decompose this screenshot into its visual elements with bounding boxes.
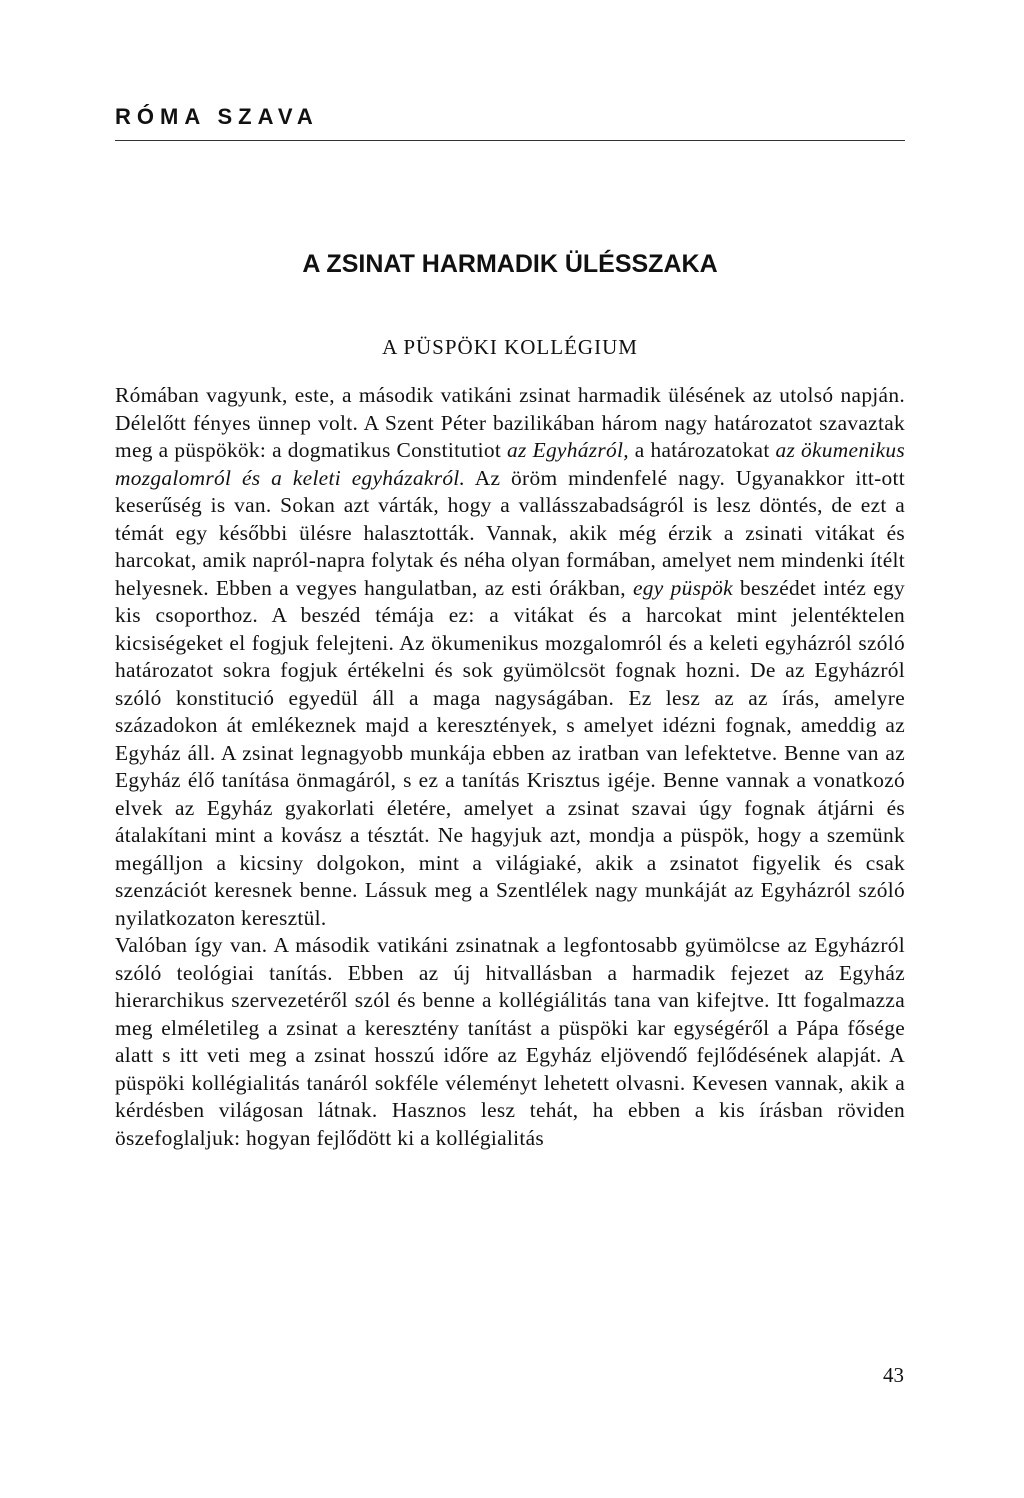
paragraph-1-text-3: Az öröm mindenfelé nagy. Ugyanakkor itt-ott keserűség is van. Sokan azt várták, hogy a vallásszabadságról is lesz döntés, de ezt a témát egy későbbi ülésre halasztották. Vannak, akik még érzik a zsinati vitákat és harcokat, amik napról-napra folytak és néha olyan formában, amelyet nem mindenki ítélt helyesnek. Ebben a vegyes hangulatban, az esti órákban,	[115, 465, 905, 600]
header-rule	[115, 140, 905, 141]
page-number: 43	[883, 1363, 904, 1387]
paragraph-2: Valóban így van. A második vatikáni zsinatnak a legfontosabb gyümölcse az Egyházról szóló teológiai tanítás. Ebben az új hitvallásban a harmadik fejezet az Egyház hierarchikus szervezetéről szól és benne a kollégiálitás tana van kifejtve. Itt fogalmazza meg elméletileg a zsinat a keresztény tanítást a püspöki kar egységéről a Pápa fősége alatt s itt veti meg a zsinat hosszú időre az Egyház eljövendő fejlődésének alapját. A püspöki kollégialitás tanáról sokféle véleményt lehetett olvasni. Kevesen vannak, akik a kérdésben világosan látnak. Hasznos lesz tehát, ha ebben a kis írásban röviden öszefoglaljuk: hogyan fejlődött ki a kollégialitás	[115, 933, 905, 1150]
paragraph-1-italic-3: egy püspök	[632, 575, 733, 600]
article-body	[115, 382, 905, 1152]
paragraph-1-italic-2: az ökumenikus mozgalomról és a keleti egyházakról.	[115, 438, 905, 490]
article-title: A ZSINAT HARMADIK ÜLÉSSZAKA	[302, 250, 718, 278]
paragraph-1-text-4: beszédet intéz egy kis csoporthoz. A beszéd témája ez: a vitákat és a harcokat mint jelentéktelen kicsiségeket el fogjuk felejteni. Az ökumenikus mozgalomról és a keleti egyházról szóló határozatot sokra fogjuk értékelni és sok gyümölcsöt fognak hozni. De az Egyházról szóló konstitució egyedül áll a maga nagyságában. Ez lesz az az írás, amelyre századokon át emlékeznek majd a keresztények, s amelyet idézni fognak, ameddig az Egyház áll. A zsinat legnagyobb munkája ebben az iratban van lefektetve. Benne van az Egyház élő tanítása önmagáról, s ez a tanítás Krisztus igéje. Benne vannak a vonatkozó elvek az Egyház gyakorlati életére, amelyet a zsinat szavai úgy fognak átjárni és átalakítani mint a kovász a tésztát. Ne hagyjuk azt, mondja a püspök, hogy a szemünk megálljon a kicsiny dolgokon, mint a világiaké, akik a zsinatot figyelik és csak szenzációt keresnek benne. Lássuk meg a Szentlélek nagy munkáját az Egyházról szóló nyilatkozaton keresztül.	[115, 575, 905, 930]
paragraph-1-text-1: Rómában vagyunk, este, a második vatikáni zsinat harmadik ülésének az utolsó napján. Délelőtt fényes ünnep volt. A Szent Péter bazilikában három nagy határozatot szavaztak meg a püspökök: a dogmatikus Constitutiot	[115, 383, 905, 462]
paragraph-1	[115, 382, 905, 932]
article-subtitle: A PÜSPÖKI KOLLÉGIUM	[382, 335, 638, 359]
running-title: RÓMA SZAVA	[115, 104, 319, 129]
paragraph-1-text-2: a határozatokat	[628, 438, 776, 462]
paragraph-1-italic-1: az Egyházról,	[507, 438, 629, 462]
running-header	[115, 102, 905, 144]
